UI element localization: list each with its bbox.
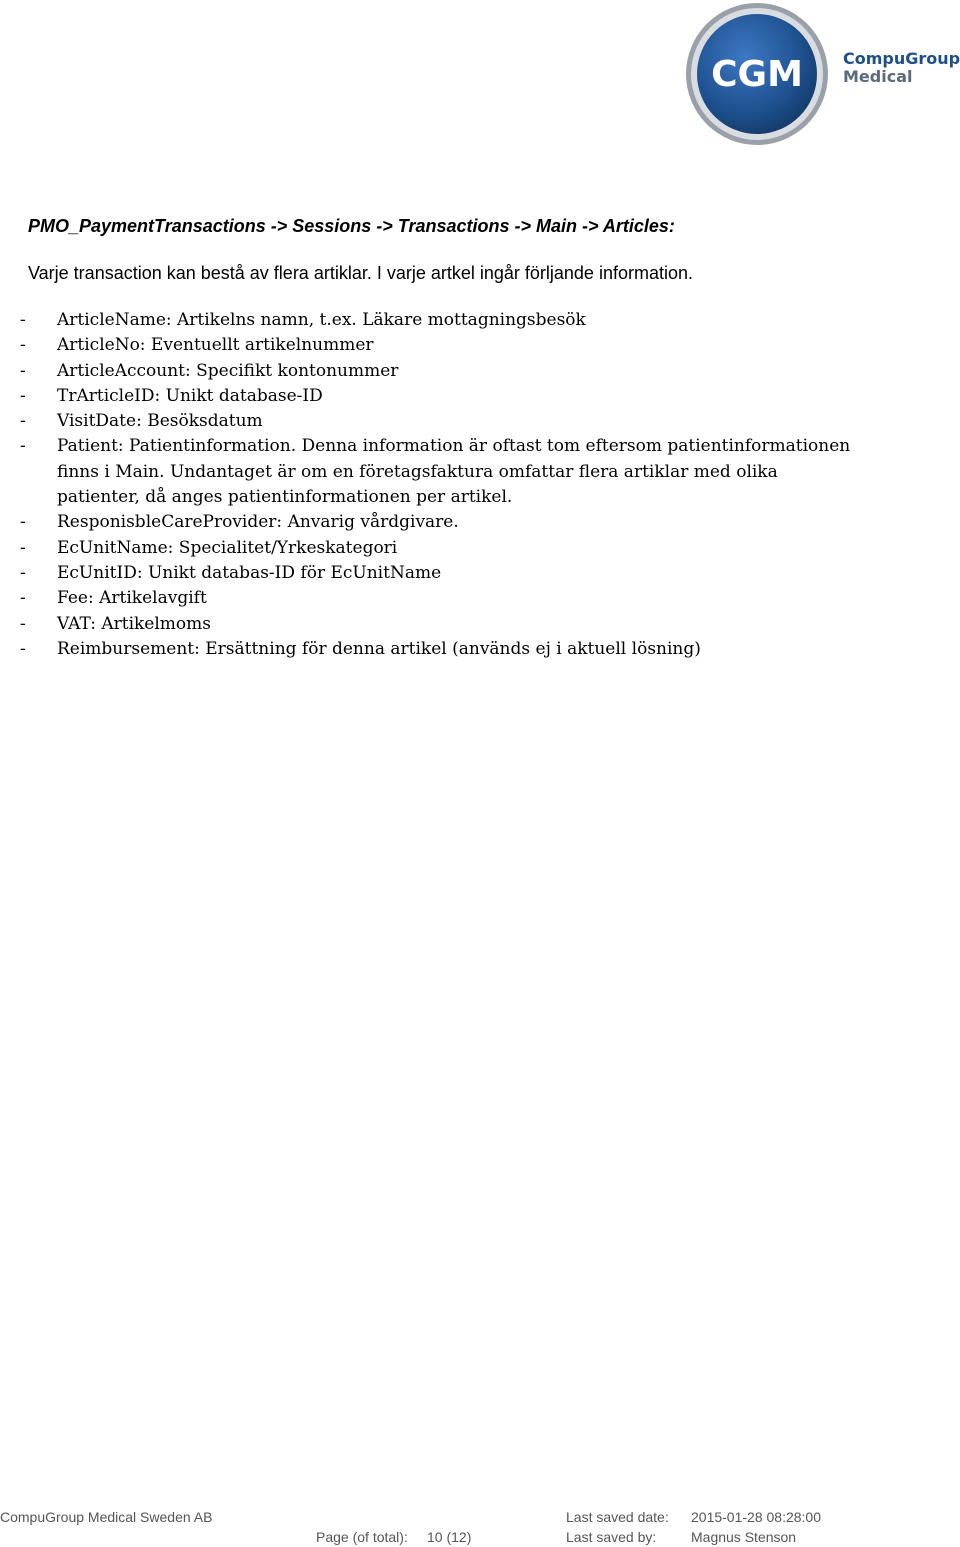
list-item <box>0 510 900 535</box>
footer-saved-by-value: Magnus Stenson <box>691 1529 797 1545</box>
list-item <box>0 359 900 384</box>
footer-saved-by-label: Last saved by: <box>566 1529 657 1545</box>
list-dash: - <box>20 310 26 330</box>
list-dash: - <box>20 588 26 609</box>
footer-page-value: 10 (12) <box>427 1529 472 1545</box>
list-item-text: ArticleNo: Eventuellt artikelnummer <box>57 335 374 356</box>
list-item <box>0 409 900 434</box>
list-dash: - <box>20 512 26 533</box>
list-dash: - <box>20 335 26 356</box>
footer-company: CompuGroup Medical Sweden AB <box>0 1509 213 1525</box>
list-dash: - <box>20 638 26 659</box>
list-dash: - <box>20 385 26 406</box>
list-dash: - <box>20 537 26 558</box>
list-item-text: Reimbursement: Ersättning för denna artikel (används ej i aktuell lösning) <box>57 638 701 659</box>
cgm-logo-mark <box>684 2 834 148</box>
list-item-text: ResponisbleCareProvider: Anvarig vårdgivare. <box>57 512 459 533</box>
list-item <box>0 308 900 333</box>
list-dash: - <box>20 562 26 583</box>
footer-saved-date-label: Last saved date: <box>566 1509 669 1525</box>
list-item-text: EcUnitName: Specialitet/Yrkeskategori <box>57 537 398 558</box>
list-item-text: TrArticleID: Unikt database-ID <box>57 385 323 406</box>
list-item-text: ArticleAccount: Specifikt kontonummer <box>57 360 399 381</box>
list-item <box>0 586 900 611</box>
list-item <box>0 612 900 637</box>
list-item <box>0 434 857 510</box>
list-item-text: VisitDate: Besöksdatum <box>57 411 263 432</box>
logo-mark-text: CGM <box>711 54 803 95</box>
list-item <box>0 333 900 358</box>
list-dash: - <box>20 436 26 457</box>
section-heading: PMO_PaymentTransactions -> Sessions -> Transactions -> Main -> Articles: <box>28 216 675 236</box>
brand-name-line1: CompuGroup <box>843 49 960 68</box>
list-dash: - <box>20 360 26 381</box>
footer-page-label: Page (of total): <box>316 1529 408 1545</box>
list-item-text: VAT: Artikelmoms <box>57 613 212 634</box>
list-item-text: EcUnitID: Unikt databas-ID för EcUnitName <box>57 562 442 583</box>
list-item <box>0 637 900 662</box>
list-dash: - <box>20 411 26 432</box>
intro-paragraph: Varje transaction kan bestå av flera artiklar. I varje artkel ingår förljande information. <box>28 263 693 283</box>
list-item-text: ArticleName: Artikelns namn, t.ex. Läkare mottagningsbesök <box>57 310 586 330</box>
list-item-text: Patient: Patientinformation. Denna information är oftast tom eftersom patientinformationen finns i Main. Undantaget är om en företagsfaktura omfattar flera artiklar med olika patienter, då anges patientinformationen per artikel. <box>57 436 851 508</box>
brand-name-line2: Medical <box>843 67 913 86</box>
list-item <box>0 384 900 409</box>
list-dash: - <box>20 613 26 634</box>
cgm-logo <box>684 2 960 148</box>
footer-saved-date-value: 2015-01-28 08:28:00 <box>691 1509 821 1525</box>
list-item <box>0 536 900 561</box>
list-item <box>0 561 900 586</box>
article-field-list <box>0 308 900 662</box>
list-item-text: Fee: Artikelavgift <box>57 588 207 609</box>
